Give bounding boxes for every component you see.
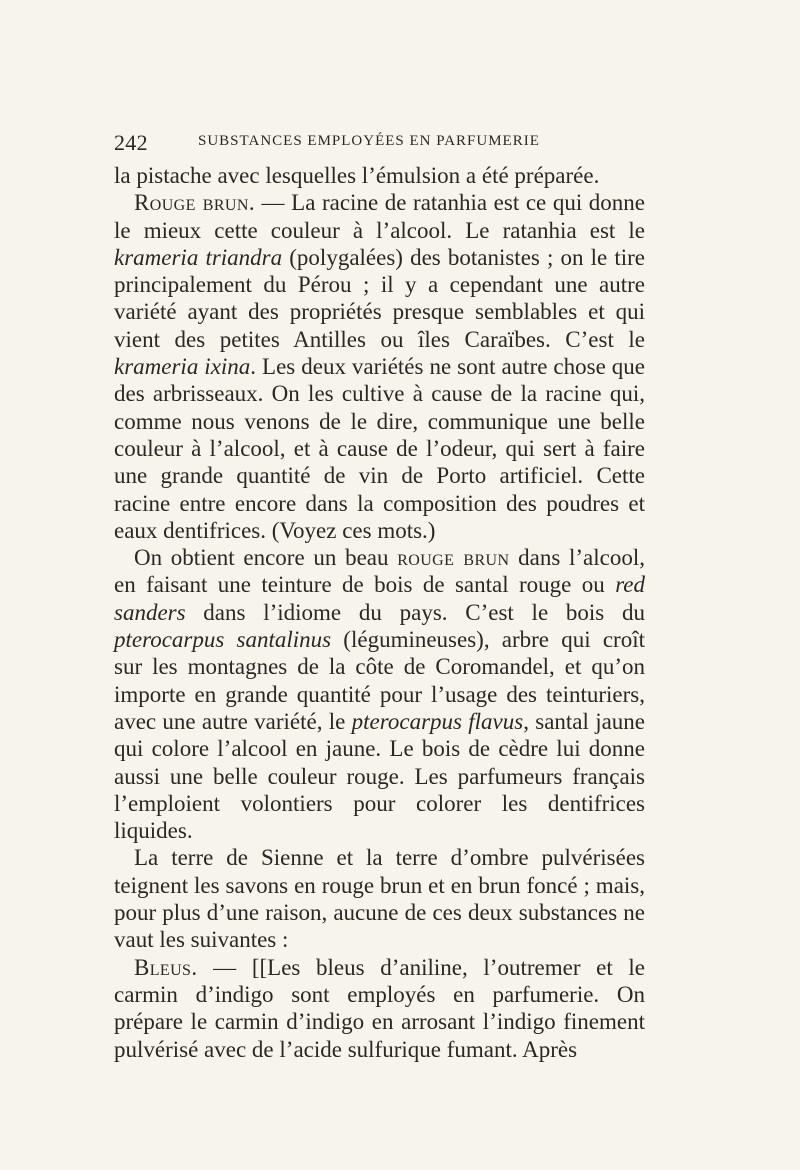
body-text [114,162,645,1063]
page-number: 242 [114,130,148,155]
foreign-term: red sanders [114,572,645,625]
text-run: (légumineuses), arbre qui croît sur les montagnes de la côte de Coromandel, et qu’on importe en grande quantité pour l’usage des teinturiers, avec une autre variété, le [114,627,645,734]
text-run: [[Les bleus d’aniline, l’outremer et le carmin d’indigo sont employés en parfumerie. On prépare le carmin d’indigo en arrosant l’indigo finement pulvérisé avec de l’acide sulfurique fumant. Après [114,954,646,1062]
em-dash: — [197,954,252,980]
text-run: (polygalées) des botanistes ; on le tire principalement du Pérou ; il y a cependant une autre variété ayant des propriétés presque semblables et qui vient des petites Antilles ou îles Caraïbes. C’est le [114,244,646,352]
paragraph-text: la pistache avec lesquelles l’émulsion a été préparée. [114,163,600,188]
section-lead-bleus: Bleus. [134,954,198,980]
paragraph-continuation [114,162,645,189]
text-run: La racine de ratanhia est ce qui donne le mieux cette couleur à l’alcool. Le ratanhia est le [114,190,645,243]
paragraph-terre-de-sienne [114,844,645,953]
small-caps-term: rouge brun [397,545,510,571]
species-name: pterocarpus santalinus [114,627,332,653]
running-head [114,130,644,156]
paragraph-rouge-brun [114,189,645,544]
species-name: krameria ixina [114,354,251,380]
text-run: , santal jaune qui colore l’alcool en jaune. Le bois de cèdre lui donne aussi une belle couleur rouge. Les parfumeurs français l’emploient volontiers pour colorer les dentifrices liquides. [114,708,646,844]
text-run: dans l’idiome du pays. C’est le bois du [185,599,645,625]
running-title: SUBSTANCES EMPLOYÉES EN PARFUMERIE [198,133,540,149]
text-run: On obtient encore un beau [134,545,398,571]
em-dash: — [254,190,285,216]
paragraph-santal [114,544,645,844]
paragraph-bleus [114,954,645,1063]
section-lead-rouge-brun: Rouge brun. [134,190,255,216]
text-run: dans l’alcool, en faisant une teinture de bois de santal rouge ou [114,545,646,598]
species-name: pterocarpus flavus [351,708,524,734]
paragraph-text: La terre de Sienne et la terre d’ombre pulvérisées teignent les savons en rouge brun et en brun foncé ; mais, pour plus d’une raison, aucune de ces deux substances ne vaut les suivantes : [114,845,645,953]
species-name: krameria triandra [114,244,283,270]
text-run: . Les deux variétés ne sont autre chose que des arbrisseaux. On les cultive à cause de la racine qui, comme nous venons de le dire, communique une belle couleur à l’alcool, et à cause de l’odeur, qui sert à faire une grande quantité de vin de Porto artificiel. Cette racine entre encore dans la composition des poudres et eaux dentifrices. (Voyez ces mots.) [114,354,645,543]
